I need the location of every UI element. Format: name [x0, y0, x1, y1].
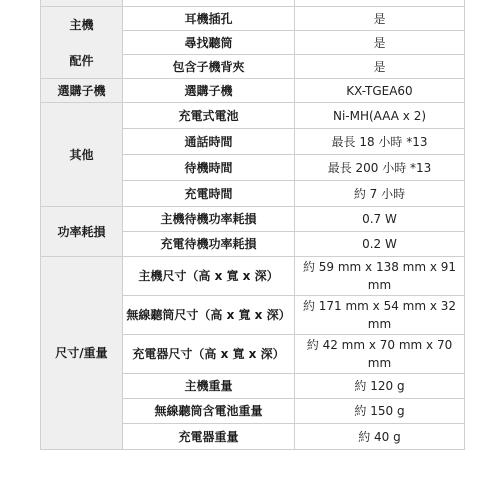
spec-value: 是	[295, 31, 465, 55]
spec-value: 約 42 mm x 70 mm x 70 mm	[295, 335, 465, 374]
spec-value: 是	[295, 55, 465, 79]
spec-label: 主機待機功率耗損	[123, 207, 295, 232]
spec-value: 約 59 mm x 138 mm x 91 mm	[295, 257, 465, 296]
spec-value: 0.7 W	[295, 207, 465, 232]
spec-label: 尋找聽筒	[123, 31, 295, 55]
table-row	[41, 7, 465, 31]
spec-label: 主機尺寸（高 x 寬 x 深）	[123, 257, 295, 296]
table-row	[41, 79, 465, 103]
category-size-weight: 尺寸/重量	[41, 257, 123, 450]
category-main-accessories	[41, 7, 123, 79]
spec-label: 充電器尺寸（高 x 寬 x 深）	[123, 335, 295, 374]
spec-label: 通話時間	[123, 129, 295, 155]
spec-label: 無線聽筒尺寸（高 x 寬 x 深）	[123, 296, 295, 335]
spec-value: 是	[295, 7, 465, 31]
category-label: 主機	[69, 17, 94, 32]
spec-label: 充電式電池	[123, 103, 295, 129]
spec-value: Ni-MH(AAA x 2)	[295, 103, 465, 129]
spec-value: 約 171 mm x 54 mm x 32 mm	[295, 296, 465, 335]
spec-value: 約 7 小時	[295, 181, 465, 207]
spec-value: 最長 18 小時 *13	[295, 129, 465, 155]
spec-table	[40, 0, 465, 450]
category-label: 配件	[69, 53, 94, 68]
spec-value: 約 120 g	[295, 374, 465, 399]
spec-label: 充電器重量	[123, 424, 295, 450]
spec-value: 約 40 g	[295, 424, 465, 450]
spec-value: KX-TGEA60	[295, 79, 465, 103]
spec-label: 無線聽筒含電池重量	[123, 399, 295, 424]
spec-label: 待機時間	[123, 155, 295, 181]
spec-label: 選購子機	[123, 79, 295, 103]
table-row	[41, 257, 465, 296]
spec-value: 最長 200 小時 *13	[295, 155, 465, 181]
table-row	[41, 207, 465, 232]
spec-label: 充電時間	[123, 181, 295, 207]
spec-value: 約 150 g	[295, 399, 465, 424]
table-row	[41, 103, 465, 129]
spec-label: 包含子機背夾	[123, 55, 295, 79]
spec-label: 耳機插孔	[123, 7, 295, 31]
spec-label: 主機重量	[123, 374, 295, 399]
category-other: 其他	[41, 103, 123, 207]
category-power: 功率耗損	[41, 207, 123, 257]
category-optional-handset: 選購子機	[41, 79, 123, 103]
spec-value: 0.2 W	[295, 232, 465, 257]
spec-label: 充電待機功率耗損	[123, 232, 295, 257]
